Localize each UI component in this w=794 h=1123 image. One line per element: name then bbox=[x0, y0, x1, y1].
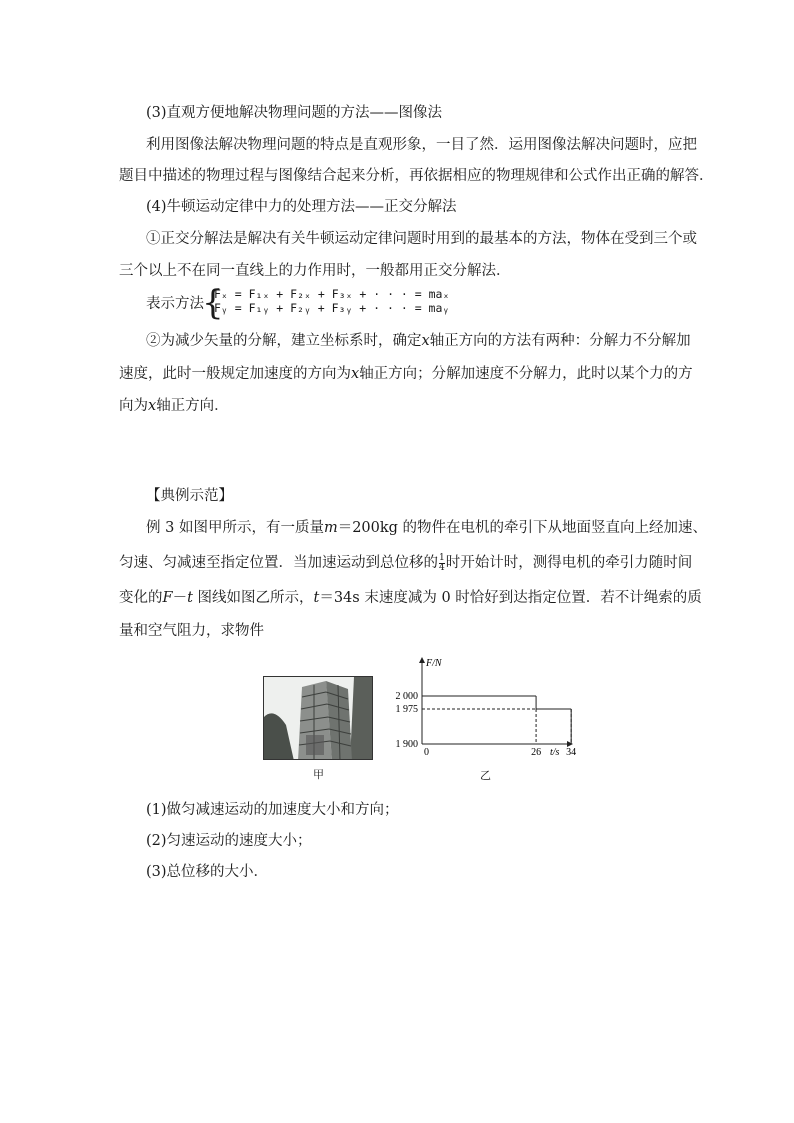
section4-paragraph-line1: ①正交分解法是解决有关牛顿运动定律问题时用到的最基本的方法，物体在受到三个或 bbox=[146, 231, 697, 247]
example-line4: 量和空气阻力，求物件 bbox=[119, 623, 264, 639]
example-line2: 匀速、匀减速至指定位置．当加速运动到总位移的 $\frac{1}{4}$ 时开始计时，测得电机的牵引力随时间 bbox=[119, 552, 693, 573]
question-3: (3)总位移的大小． bbox=[146, 864, 269, 880]
y-tick-1900: 1 900 bbox=[395, 739, 418, 750]
force-time-graph bbox=[350, 652, 580, 772]
question-2: (2)匀速运动的速度大小； bbox=[146, 833, 312, 849]
formula-label: 表示方法 bbox=[146, 296, 204, 312]
section4-heading: (4)牛顿运动定律中力的处理方法——正交分解法 bbox=[146, 199, 457, 215]
section4-paragraph-line2: 三个以上不在同一直线上的力作用时，一般都用正交分解法． bbox=[119, 263, 511, 279]
formula-brace: { bbox=[202, 283, 224, 323]
section3-paragraph-line1: 利用图像法解决物理问题的特点是直观形象，一目了然．运用图像法解决问题时，应把 bbox=[146, 137, 697, 153]
x-axis-label: t/s bbox=[550, 747, 560, 758]
formula-x: Fₓ = F₁ₓ + F₂ₓ + F₃ₓ + · · · = maₓ bbox=[214, 287, 450, 301]
y-tick-2000: 2 000 bbox=[395, 691, 418, 702]
section4-paragraph2-line3: 向为x轴正方向． bbox=[119, 398, 229, 414]
section3-paragraph-line2: 题目中描述的物理过程与图像结合起来分析，再依据相应的物理规律和公式作出正确的解答． bbox=[119, 168, 714, 184]
origin-label: 0 bbox=[424, 747, 429, 758]
section4-paragraph2-line2: 速度，此时一般规定加速度的方向为x轴正方向；分解加速度不分解力，此时以某个力的方 bbox=[119, 366, 693, 382]
section4-paragraph2-line1: ②为减少矢量的分解，建立坐标系时，确定x轴正方向的方法有两种：分解力不分解加 bbox=[146, 333, 691, 349]
formula-y: Fᵧ = F₁ᵧ + F₂ᵧ + F₃ᵧ + · · · = maᵧ bbox=[214, 301, 450, 315]
example-heading: 【典例示范】 bbox=[146, 488, 233, 504]
x-tick-34: 34 bbox=[566, 747, 577, 758]
y-tick-1975: 1 975 bbox=[395, 704, 418, 715]
x-tick-26: 26 bbox=[531, 747, 542, 758]
example-line3: 变化的F－t 图线如图乙所示，t＝34s 末速度减为 0 时恰好到达指定位置．若不计绳索的质 bbox=[119, 590, 702, 606]
example-line1: 例 3 如图甲所示，有一质量m＝200kg 的物件在电机的牵引下从地面竖直向上经加速、 bbox=[146, 520, 708, 536]
section3-heading: (3)直观方便地解决物理问题的方法——图像法 bbox=[146, 105, 443, 121]
graph-caption: 乙 bbox=[480, 769, 491, 782]
fraction-one-quarter: $\frac{1}{4}$ bbox=[439, 552, 445, 573]
y-axis-label: F/N bbox=[426, 658, 442, 669]
question-1: (1)做匀减速运动的加速度大小和方向； bbox=[146, 802, 399, 818]
photo-caption: 甲 bbox=[313, 768, 324, 781]
